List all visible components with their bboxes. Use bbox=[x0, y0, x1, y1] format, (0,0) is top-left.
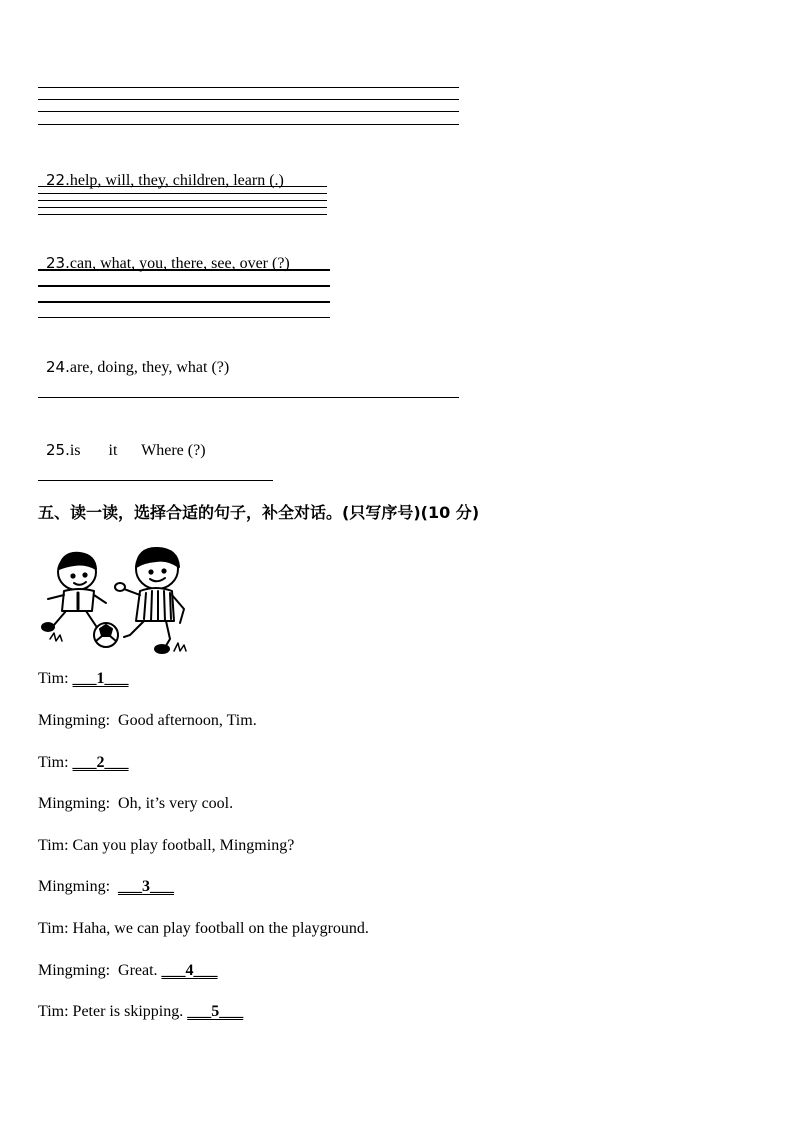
dialog-line-2 bbox=[38, 711, 257, 731]
section-heading bbox=[38, 502, 479, 524]
dialog-text: Good afternoon, Tim. bbox=[110, 712, 257, 729]
question-24 bbox=[38, 337, 229, 378]
dialog-line-6 bbox=[38, 877, 174, 897]
dialog-line-4 bbox=[38, 794, 233, 814]
answer-line bbox=[38, 317, 330, 318]
answer-blank-4[interactable]: ___4___ bbox=[161, 962, 218, 979]
dialog-text: Oh, it’s very cool. bbox=[110, 795, 234, 812]
question-22 bbox=[38, 150, 284, 191]
speaker: Mingming: bbox=[38, 712, 111, 729]
answer-blank-1[interactable]: ___1___ bbox=[72, 670, 129, 687]
dialog-text: Peter is skipping. bbox=[68, 1003, 188, 1020]
section-heading-end: ) bbox=[471, 503, 480, 522]
section-heading-score: 10 分 bbox=[427, 503, 472, 522]
answer-line bbox=[38, 193, 327, 194]
section-heading-note: (只写序号)( bbox=[342, 503, 428, 522]
answer-line bbox=[38, 186, 327, 187]
question-number: 25. bbox=[46, 441, 70, 459]
speaker: Tim: bbox=[38, 837, 69, 854]
speaker: Tim: bbox=[38, 1003, 69, 1020]
dialog-text: Haha, we can play football on the playground. bbox=[68, 920, 369, 937]
answer-line bbox=[38, 111, 459, 112]
dialog-text: Can you play football, Mingming? bbox=[68, 837, 295, 854]
question-text: help, will, they, children, learn (.) bbox=[69, 172, 284, 189]
question-23 bbox=[38, 233, 290, 274]
answer-line bbox=[38, 207, 327, 208]
speaker: Mingming: bbox=[38, 878, 111, 895]
speaker: Mingming: bbox=[38, 962, 111, 979]
boys-football-illustration bbox=[40, 543, 192, 655]
answer-line bbox=[38, 301, 330, 303]
dialog-line-3 bbox=[38, 753, 129, 773]
answer-line bbox=[38, 480, 273, 481]
question-text: is it Where (?) bbox=[69, 442, 206, 459]
answer-line bbox=[38, 397, 459, 398]
answer-blank-2[interactable]: ___2___ bbox=[72, 754, 129, 771]
answer-blank-3[interactable]: ___3___ bbox=[118, 878, 175, 895]
answer-blank-5[interactable]: ___5___ bbox=[187, 1003, 244, 1020]
speaker: Tim: bbox=[38, 754, 69, 771]
answer-line bbox=[38, 285, 330, 287]
answer-line bbox=[38, 200, 327, 201]
dialog-line-9 bbox=[38, 1002, 243, 1022]
speaker: Mingming: bbox=[38, 795, 111, 812]
answer-line bbox=[38, 269, 330, 271]
question-text: can, what, you, there, see, over (?) bbox=[69, 255, 290, 272]
dialog-text: Great. bbox=[110, 962, 162, 979]
question-text: are, doing, they, what (?) bbox=[69, 359, 230, 376]
answer-line bbox=[38, 87, 459, 88]
answer-line bbox=[38, 214, 327, 215]
question-number: 22. bbox=[46, 171, 70, 189]
section-heading-cn: 五、读一读，选择合适的句子，补全对话。 bbox=[38, 503, 343, 522]
dialog-line-7 bbox=[38, 919, 369, 939]
dialog-text bbox=[110, 878, 118, 895]
answer-line bbox=[38, 124, 459, 125]
speaker: Tim: bbox=[38, 670, 69, 687]
answer-line bbox=[38, 99, 459, 100]
dialog-line-8 bbox=[38, 961, 218, 981]
question-25 bbox=[38, 420, 206, 461]
question-number: 23. bbox=[46, 254, 70, 272]
dialog-line-1 bbox=[38, 669, 129, 689]
dialog-line-5 bbox=[38, 836, 294, 856]
speaker: Tim: bbox=[38, 920, 69, 937]
question-number: 24. bbox=[46, 358, 70, 376]
